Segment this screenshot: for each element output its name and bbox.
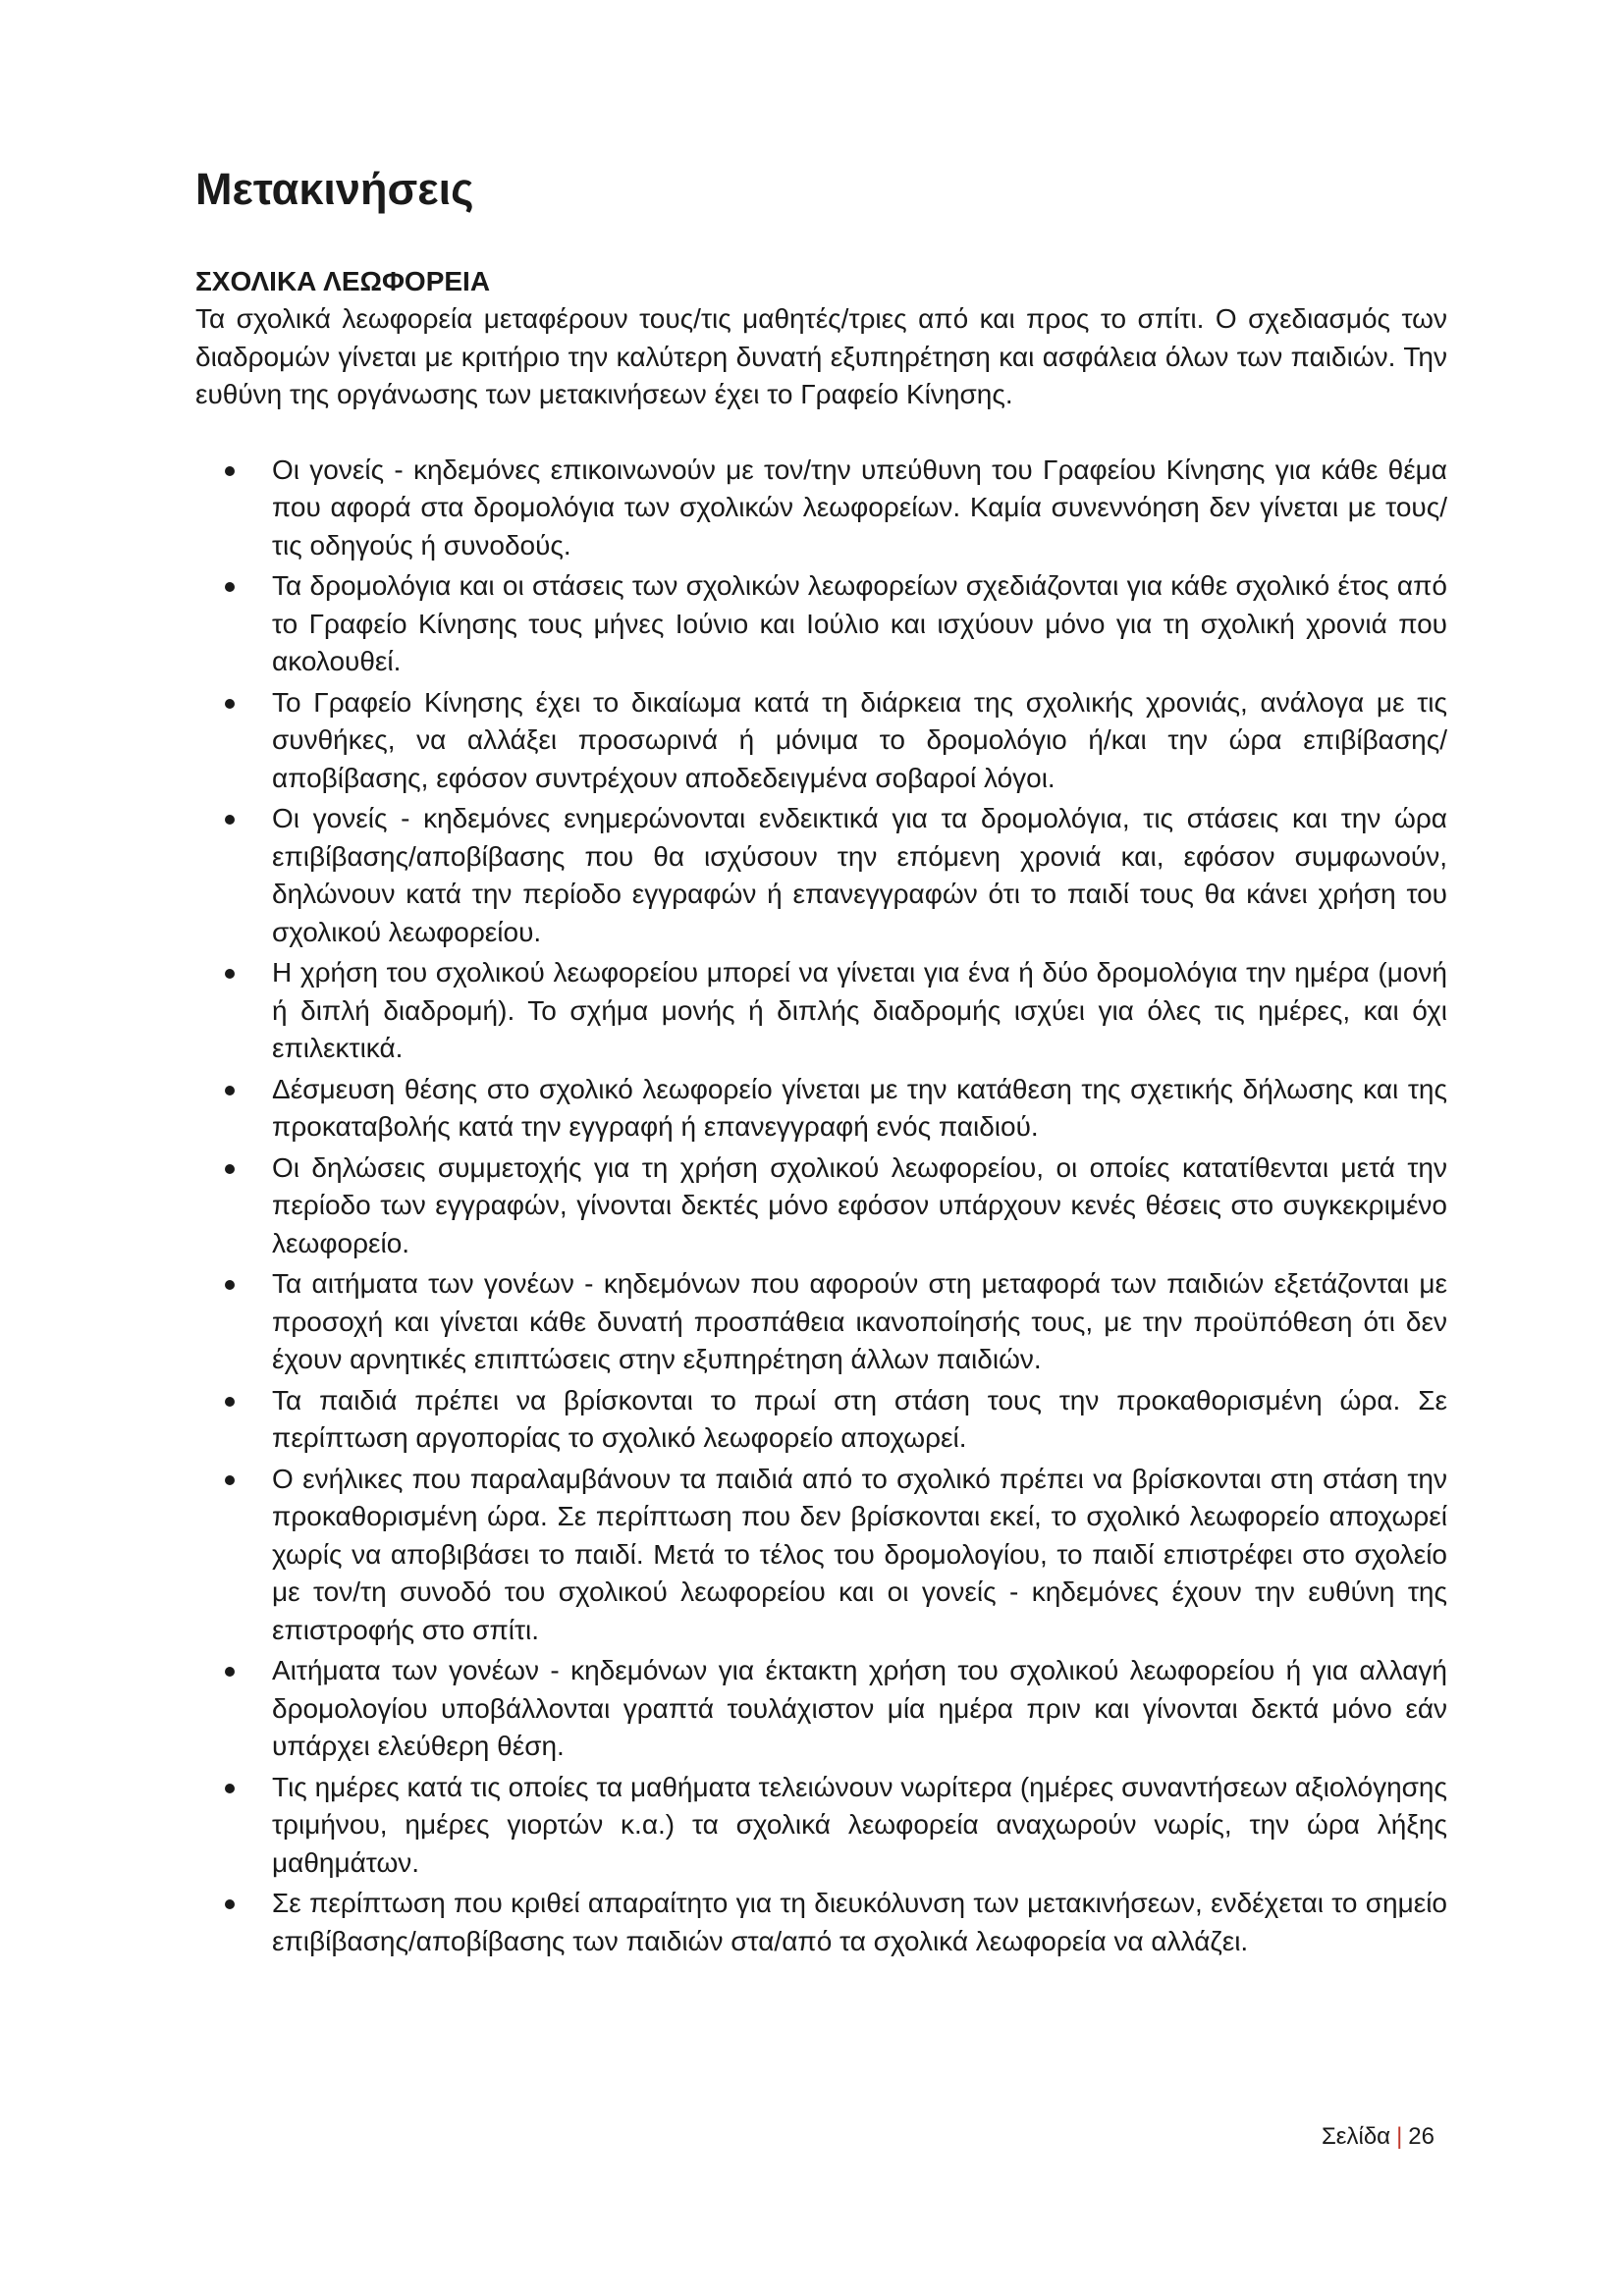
list-item: [195, 1461, 1447, 1650]
bullet-icon: [225, 969, 235, 979]
list-item: [195, 1149, 1447, 1263]
list-item-text: Το Γραφείο Κίνησης έχει το δικαίωμα κατά τη διάρκεια της σχολικής χρονιάς, ανάλογα με τις συνθήκες, να αλλάξει προσωρινά ή μόνιμα το δρομολόγιο ή/και την ώρα επιβίβασης/αποβίβασης, εφόσον συντρέχουν αποδεδειγμένα σοβαροί λόγοι.: [272, 686, 1447, 793]
page-label: Σελίδα: [1321, 2123, 1391, 2150]
rules-list: [195, 452, 1447, 1961]
list-item: [195, 684, 1447, 798]
bullet-icon: [225, 1784, 235, 1793]
list-item: [195, 954, 1447, 1068]
list-item: [195, 1382, 1447, 1458]
page-number: 26: [1408, 2123, 1435, 2150]
bullet-icon: [225, 699, 235, 709]
bullet-icon: [225, 1397, 235, 1407]
list-item-text: Οι δηλώσεις συμμετοχής για τη χρήση σχολικού λεωφορείου, οι οποίες κατατίθενται μετά την περίοδο των εγγραφών, γίνονται δεκτές μόνο εφόσον υπάρχουν κενές θέσεις στο συγκεκριμένο λεωφορείο.: [272, 1151, 1447, 1258]
list-item-text: Δέσμευση θέσης στο σχολικό λεωφορείο γίνεται με την κατάθεση της σχετικής δήλωσης και της προκαταβολής κατά την εγγραφή ή επανεγγραφή ενός παιδιού.: [272, 1073, 1447, 1142]
list-item-text: Τα παιδιά πρέπει να βρίσκονται το πρωί στη στάση τους την προκαθορισμένη ώρα. Σε περίπτωση αργοπορίας το σχολικό λεωφορείο αποχωρεί.: [272, 1384, 1447, 1453]
section-heading: ΣΧΟΛΙΚΑ ΛΕΩΦΟΡΕΙΑ: [195, 266, 491, 296]
section-school-buses: [195, 263, 1447, 1963]
list-item: [195, 452, 1447, 565]
list-item: [195, 567, 1447, 681]
bullet-icon: [225, 1667, 235, 1677]
list-item: [195, 1265, 1447, 1379]
bullet-icon: [225, 1086, 235, 1095]
page-separator: |: [1396, 2123, 1403, 2150]
bullet-icon: [225, 1475, 235, 1485]
list-item-text: Οι γονείς - κηδεμόνες ενημερώνονται ενδεικτικά για τα δρομολόγια, τις στάσεις και την ώρα επιβίβασης/αποβίβασης που θα ισχύσουν την επόμενη χρονιά και, εφόσον συμφωνούν, δηλώνουν κατά την περίοδο εγγραφών ή επανεγγραφών ότι το παιδί τους θα κάνει χρήση του σχολικού λεωφορείου.: [272, 803, 1447, 947]
list-item-text: Σε περίπτωση που κριθεί απαραίτητο για τη διευκόλυνση των μετακινήσεων, ενδέχεται το σημείο επιβίβασης/αποβίβασης των παιδιών στα/από τα σχολικά λεωφορεία να αλλάζει.: [272, 1888, 1447, 1956]
bullet-icon: [225, 1899, 235, 1909]
list-item-text: Η χρήση του σχολικού λεωφορείου μπορεί να γίνεται για ένα ή δύο δρομολόγια την ημέρα (μονή ή διπλή διαδρομή). Το σχήμα μονής ή διπλής διαδρομής ισχύει για όλες τις ημέρες, και όχι επιλεκτικά.: [272, 957, 1447, 1063]
bullet-icon: [225, 582, 235, 592]
list-item-text: Τα δρομολόγια και οι στάσεις των σχολικών λεωφορείων σχεδιάζονται για κάθε σχολικό έτος από το Γραφείο Κίνησης τους μήνες Ιούνιο και Ιούλιο και ισχύουν μόνο για τη σχολική χρονιά που ακολουθεί.: [272, 570, 1447, 676]
bullet-icon: [225, 1280, 235, 1290]
list-item: [195, 1885, 1447, 1960]
list-item-text: Ο ενήλικες που παραλαμβάνουν τα παιδιά από το σχολικό πρέπει να βρίσκονται στη στάση την προκαθορισμένη ώρα. Σε περίπτωση που δεν βρίσκονται εκεί, το σχολικό λεωφορείο αποχωρεί χωρίς να αποβιβάσει το παιδί. Μετά το τέλος του δρομολογίου, το παιδί επιστρέφει στο σχολείο με τον/τη συνοδό του σχολικού λεωφορείου και οι γονείς - κηδεμόνες έχουν την ευθύνη της επιστροφής στο σπίτι.: [272, 1463, 1447, 1645]
list-item: [195, 1071, 1447, 1147]
bullet-icon: [225, 466, 235, 476]
list-item-text: Αιτήματα των γονέων - κηδεμόνων για έκτακτη χρήση του σχολικού λεωφορείου ή για αλλαγή δρομολογίου υποβάλλονται γραπτά τουλάχιστον μία ημέρα πριν και γίνονται δεκτά μόνο εάν υπάρχει ελεύθερη θέση.: [272, 1655, 1447, 1761]
intro-paragraph: Τα σχολικά λεωφορεία μεταφέρουν τους/τις μαθητές/τριες από και προς το σπίτι. Ο σχεδιασμός των διαδρομών γίνεται με κριτήριο την καλύτερη δυνατή εξυπηρέτηση και ασφάλεια όλων των παιδιών. Την ευθύνη της οργάνωσης των μετακινήσεων έχει το Γραφείο Κίνησης.: [195, 303, 1447, 409]
list-item-text: Τις ημέρες κατά τις οποίες τα μαθήματα τελειώνουν νωρίτερα (ημέρες συναντήσεων αξιολόγησης τριμήνου, ημέρες γιορτών κ.α.) τα σχολικά λεωφορεία αναχωρούν νωρίς, την ώρα λήξης μαθημάτων.: [272, 1771, 1447, 1878]
list-item: [195, 800, 1447, 951]
page-title: Μετακινήσεις: [195, 164, 474, 214]
list-item-text: Οι γονείς - κηδεμόνες επικοινωνούν με τον/την υπεύθυνη του Γραφείου Κίνησης για κάθε θέμα που αφορά στα δρομολόγια των σχολικών λεωφορείων. Καμία συνεννόηση δεν γίνεται με τους/τις οδηγούς ή συνοδούς.: [272, 454, 1447, 561]
page-footer: [1322, 2123, 1435, 2151]
list-item: [195, 1769, 1447, 1883]
list-item: [195, 1652, 1447, 1766]
bullet-icon: [225, 815, 235, 825]
bullet-icon: [225, 1164, 235, 1174]
list-item-text: Τα αιτήματα των γονέων - κηδεμόνων που αφορούν στη μεταφορά των παιδιών εξετάζονται με προσοχή και γίνεται κάθε δυνατή προσπάθεια ικανοποίησής τους, με την προϋπόθεση ότι δεν έχουν αρνητικές επιπτώσεις στην εξυπηρέτηση άλλων παιδιών.: [272, 1268, 1447, 1374]
